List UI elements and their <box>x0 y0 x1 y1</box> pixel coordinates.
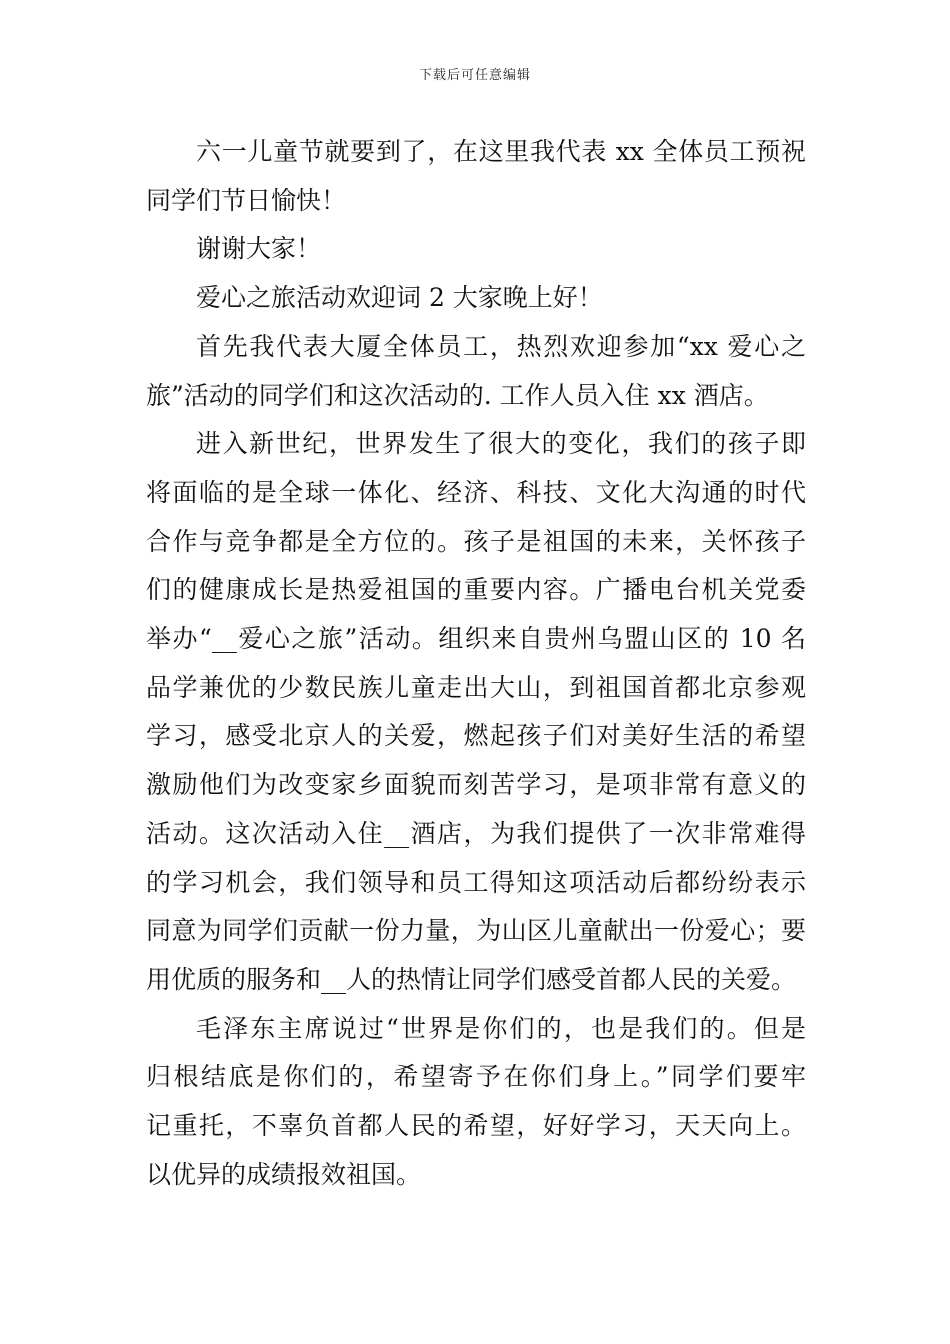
text-line: 以优异的成绩报效祖国。 <box>146 1159 422 1189</box>
text-line: 学习，感受北京人的关爱，燃起孩子们对美好生活的希望 <box>146 721 806 751</box>
text-line: 毛泽东主席说过“世界是你们的，也是我们的。但是 <box>196 1013 806 1043</box>
paragraph <box>146 420 806 1004</box>
text-line: 们的健康成长是热爱祖国的重要内容。广播电台机关党委 <box>146 575 806 605</box>
text-line: 激励他们为改变家乡面貌而刻苦学习，是项非常有意义的 <box>146 770 806 800</box>
text-line: 活动。这次活动入住__酒店，为我们提供了一次非常难得 <box>146 818 806 848</box>
text-line: 记重托，不辜负首都人民的希望，好好学习，天天向上。 <box>146 1111 806 1141</box>
paragraph <box>146 128 806 225</box>
text-line: 的学习机会，我们领导和员工得知这项活动后都纷纷表示 <box>146 867 806 897</box>
text-line: 首先我代表大厦全体员工，热烈欢迎参加“xx 爱心之 <box>196 331 806 361</box>
text-line: 同学们节日愉快！ <box>146 185 347 215</box>
text-line: 六一儿童节就要到了，在这里我代表 xx 全体员工预祝 <box>196 137 806 166</box>
text-line: 合作与竞争都是全方位的。孩子是祖国的未来，关怀孩子 <box>146 526 806 556</box>
page-header: 下载后可任意编辑 <box>418 68 531 83</box>
paragraph <box>146 1005 806 1200</box>
text-line: 进入新世纪，世界发生了很大的变化，我们的孩子即 <box>196 429 806 459</box>
text-line: 用优质的服务和__人的热情让同学们感受首都人民的关爱。 <box>146 964 797 994</box>
text-line: 谢谢大家！ <box>196 234 322 264</box>
document-body <box>146 128 806 1199</box>
text-line: 旅”活动的同学们和这次活动的. 工作人员入住 xx 酒店。 <box>146 380 769 410</box>
text-line: 爱心之旅活动欢迎词 2 大家晚上好！ <box>196 283 603 313</box>
text-line: 品学兼优的少数民族儿童走出大山，到祖国首都北京参观 <box>146 672 806 702</box>
text-line: 将面临的是全球一体化、经济、科技、文化大沟通的时代 <box>146 477 806 507</box>
text-line: 归根结底是你们的，希望寄予在你们身上。”同学们要牢 <box>146 1062 806 1092</box>
paragraph <box>146 225 806 274</box>
paragraph <box>146 323 806 420</box>
text-line: 同意为同学们贡献一份力量，为山区儿童献出一份爱心；要 <box>146 916 806 946</box>
paragraph <box>146 274 806 323</box>
text-line: 举办“__爱心之旅”活动。组织来自贵州乌盟山区的 10 名 <box>146 624 806 654</box>
